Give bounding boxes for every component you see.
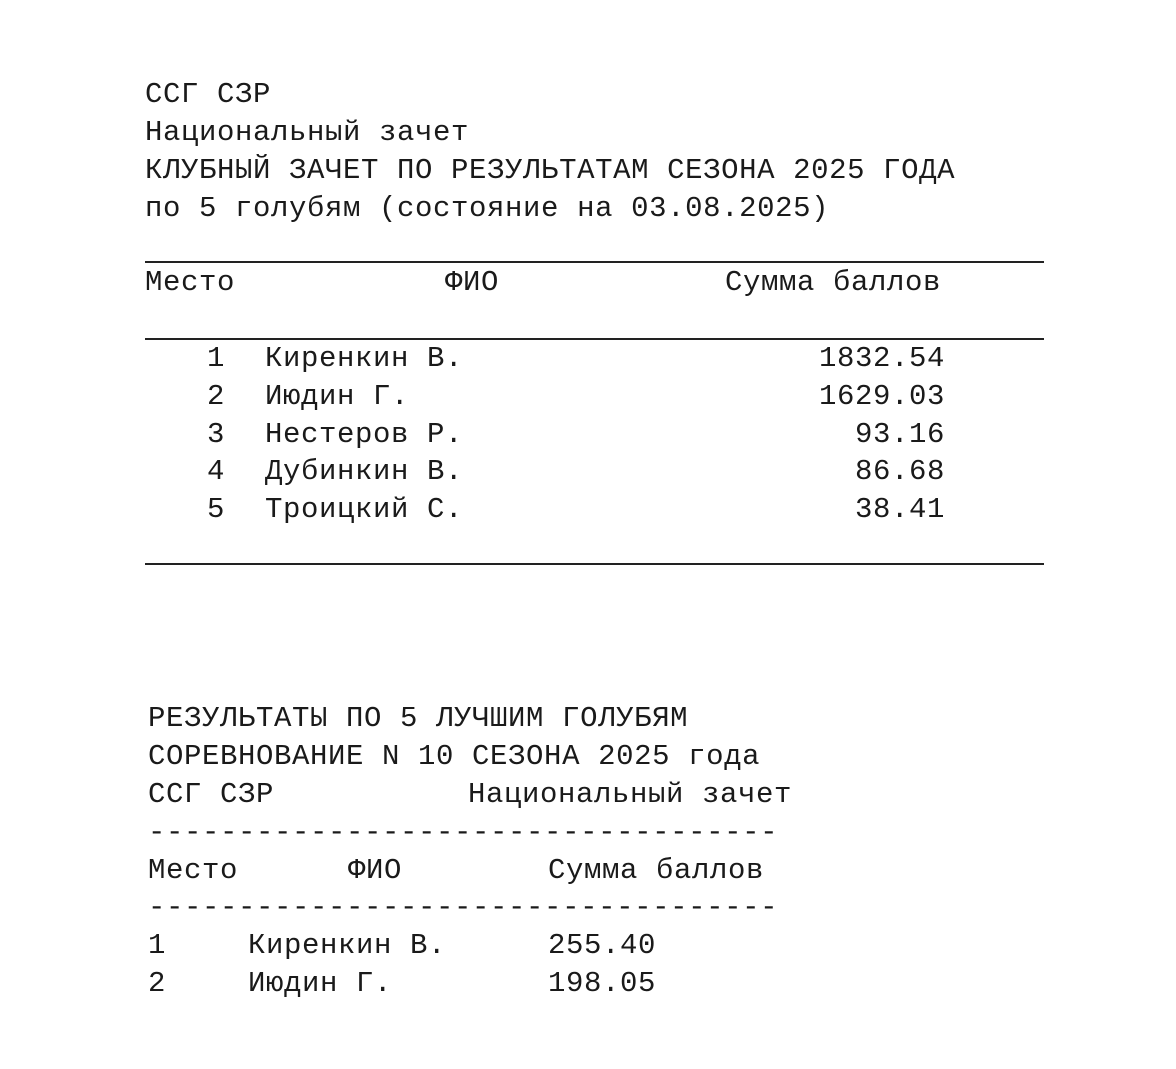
row-name: Дубинкин В. (265, 455, 464, 488)
competition-col-name: ФИО (348, 854, 403, 887)
row-score: 1629.03 (818, 380, 945, 413)
row-score: 93.16 (854, 418, 945, 451)
row-place: 1 (148, 929, 167, 962)
row-place: 1 (206, 342, 225, 375)
season-col-score: Сумма баллов (725, 266, 942, 299)
row-name: Нестеров Р. (265, 418, 464, 451)
season-top-rule (145, 261, 1044, 263)
season-subtitle: по 5 голубям (состояние на 03.08.2025) (145, 192, 830, 225)
row-name: Киренкин В. (248, 929, 447, 962)
season-org: ССГ СЗР (145, 78, 272, 111)
season-category: Национальный зачет (145, 116, 470, 149)
row-name: Июдин Г. (265, 380, 410, 413)
season-col-place: Место (145, 266, 236, 299)
row-place: 3 (206, 418, 225, 451)
season-col-name: ФИО (445, 266, 500, 299)
row-score: 86.68 (854, 455, 945, 488)
competition-subtitle: СОРЕВНОВАНИЕ N 10 СЕЗОНА 2025 года (148, 740, 761, 773)
row-score: 1832.54 (818, 342, 945, 375)
season-bottom-rule (145, 563, 1044, 565)
competition-org: ССГ СЗР (148, 778, 275, 811)
competition-dash-rule-top: ----------------------------------- (148, 816, 779, 849)
season-title: КЛУБНЫЙ ЗАЧЕТ ПО РЕЗУЛЬТАТАМ СЕЗОНА 2025 ГОДА (145, 154, 956, 187)
competition-title: РЕЗУЛЬТАТЫ ПО 5 ЛУЧШИМ ГОЛУБЯМ (148, 702, 689, 735)
row-score: 38.41 (854, 493, 945, 526)
row-name: Июдин Г. (248, 967, 393, 1000)
row-name: Киренкин В. (265, 342, 464, 375)
competition-category: Национальный зачет (468, 778, 793, 811)
competition-col-place: Место (148, 854, 239, 887)
row-place: 4 (206, 455, 225, 488)
competition-dash-rule-bottom: ----------------------------------- (148, 891, 779, 924)
row-place: 5 (206, 493, 225, 526)
row-name: Троицкий С. (265, 493, 464, 526)
row-place: 2 (206, 380, 225, 413)
row-score: 255.40 (548, 929, 657, 962)
row-score: 198.05 (548, 967, 657, 1000)
row-place: 2 (148, 967, 167, 1000)
competition-col-score: Сумма баллов (548, 854, 765, 887)
